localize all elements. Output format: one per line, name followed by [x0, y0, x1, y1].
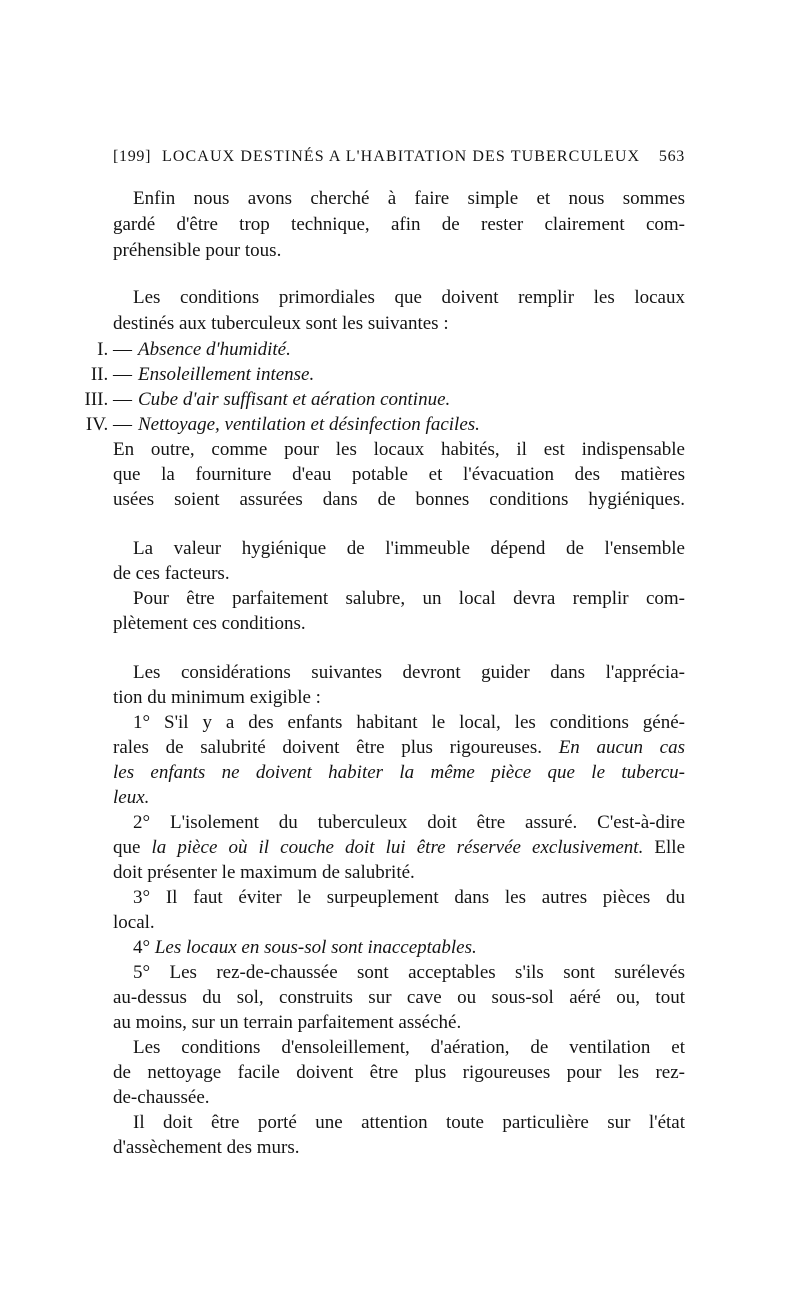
- text-line: que la fourniture d'eau potable et l'évacuation des matières: [113, 464, 685, 485]
- text-line: Enfin nous avons cherché à faire simple et nous sommes: [133, 188, 685, 209]
- condition-text: Cube d'air suffisant et aération continue.: [138, 389, 451, 410]
- condition-text: Absence d'humidité.: [138, 339, 291, 360]
- text-line: plètement ces conditions.: [113, 613, 306, 634]
- text-line: local.: [113, 912, 155, 933]
- text-line: La valeur hygiénique de l'immeuble dépend de l'ensemble: [133, 538, 685, 559]
- condition-item: [72, 336, 644, 364]
- text-line: Pour être parfaitement salubre, un local devra remplir com-: [133, 588, 685, 609]
- text-line: gardé d'être trop technique, afin de rester clairement com-: [113, 214, 685, 235]
- condition-text: Nettoyage, ventilation et désinfection faciles.: [138, 414, 480, 435]
- condition-number: I. —: [97, 339, 132, 360]
- italic-run: Les locaux en sous-sol sont inacceptables.: [154, 937, 477, 958]
- text-line: de nettoyage facile doivent être plus rigoureuses pour les rez-: [113, 1062, 685, 1083]
- text-line: de-chaussée.: [113, 1087, 210, 1108]
- text-line: En outre, comme pour les locaux habités, il est indispensable: [113, 439, 685, 460]
- text-run: rales de salubrité doivent être plus rigoureuses.: [113, 737, 542, 758]
- text-line: au-dessus du sol, construits sur cave ou sous-sol aéré ou, tout: [113, 987, 685, 1008]
- text-line: au moins, sur un terrain parfaitement asséché.: [113, 1012, 462, 1033]
- text-line: destinés aux tuberculeux sont les suivantes :: [113, 313, 449, 334]
- condition-item: [72, 411, 644, 439]
- italic-line: les enfants ne doivent habiter la même pièce que le tubercu-: [113, 762, 685, 783]
- text-line: [113, 734, 685, 762]
- text-line: [113, 834, 685, 862]
- italic-run: En aucun cas: [558, 737, 685, 758]
- text-line: 2° L'isolement du tuberculeux doit être assuré. C'est-à-dire: [133, 812, 685, 833]
- text-line: Les conditions d'ensoleillement, d'aération, de ventilation et: [133, 1037, 685, 1058]
- text-line: 3° Il faut éviter le surpeuplement dans les autres pièces du: [133, 887, 685, 908]
- section-folio: [199]: [113, 148, 152, 165]
- condition-item: [72, 386, 644, 414]
- running-head: [113, 148, 685, 172]
- text-line: usées soient assurées dans de bonnes conditions hygiéniques.: [113, 489, 685, 510]
- condition-number: II. —: [90, 364, 132, 385]
- text-run: que: [113, 837, 141, 858]
- text-line: Il doit être porté une attention toute particulière sur l'état: [133, 1112, 685, 1133]
- page-number: 563: [658, 148, 685, 165]
- text-line: d'assèchement des murs.: [113, 1137, 300, 1158]
- text-line: doit présenter le maximum de salubrité.: [113, 862, 415, 883]
- text-line: 1° S'il y a des enfants habitant le local, les conditions géné-: [133, 712, 685, 733]
- text-line: Les considérations suivantes devront guider dans l'apprécia-: [133, 662, 685, 683]
- condition-item: [72, 361, 644, 389]
- text-line: Les conditions primordiales que doivent remplir les locaux: [133, 287, 685, 308]
- running-title: LOCAUX DESTINÉS A L'HABITATION DES TUBERCULEUX: [162, 148, 641, 165]
- text-line: [133, 934, 685, 962]
- condition-text: Ensoleillement intense.: [138, 364, 315, 385]
- text-line: préhensible pour tous.: [113, 240, 282, 261]
- text-line: tion du minimum exigible :: [113, 687, 321, 708]
- text-line: de ces facteurs.: [113, 563, 230, 584]
- text-run: Elle: [654, 837, 686, 858]
- item-number: 4°: [133, 937, 151, 958]
- italic-run: la pièce où il couche doit lui être réservée exclusivement.: [151, 837, 644, 858]
- text-line: 5° Les rez-de-chaussée sont acceptables s'ils sont surélevés: [133, 962, 685, 983]
- condition-number: III. —: [84, 389, 132, 410]
- condition-number: IV. —: [85, 414, 132, 435]
- italic-line: leux.: [113, 787, 150, 808]
